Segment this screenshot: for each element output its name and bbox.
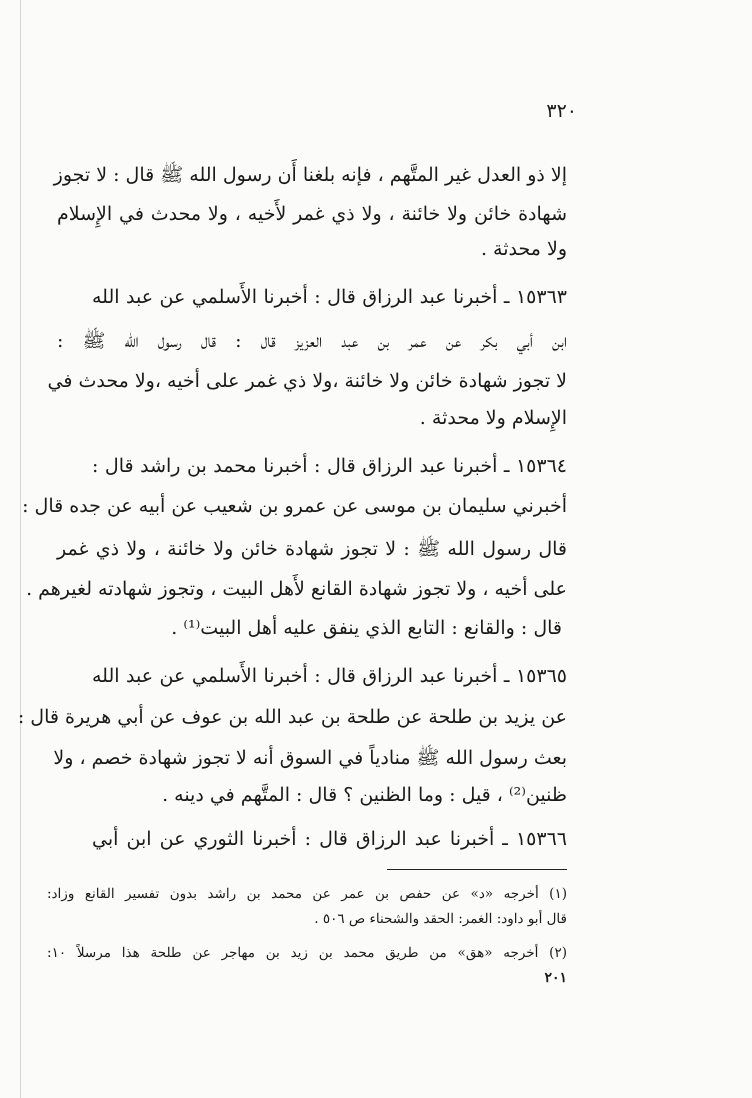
hadith-15366-start: ١٥٣٦٦ ـ أخبرنا عبد الرزاق قال : أخبرنا الثوري عن ابن أبي [92, 828, 567, 850]
text-line: بعث رسول الله ﷺ منادياً في السوق أنه لا تجوز شهادة خصم ، ولا [53, 747, 567, 769]
text-line: الإِسلام ولا محدثة . [419, 407, 567, 429]
text-line: عن يزيد بن طلحة عن طلحة بن عبد الله بن عوف عن أبي هريرة قال : [17, 706, 567, 728]
footnote-line: قال أبو داود: الغمر: الحقد والشحناء ص ٥٠٦ . [314, 911, 567, 927]
text-line: شهادة خائن ولا خائنة ، ولا ذي غمر لأَخيه ، ولا محدث في الإِسلام [57, 203, 567, 225]
text-line: ابن أبي بكر عن عمر بن عبد العزيز قال : قال رسول الله ﷺ : [57, 330, 567, 352]
hadith-15365-start: ١٥٣٦٥ ـ أخبرنا عبد الرزاق قال : أخبرنا الأَسلمي عن عبد الله [92, 665, 567, 687]
text-line: ظنين⁽²⁾ ، قيل : وما الظنين ؟ قال : المتَّهم في دينه . [162, 784, 567, 806]
text-line: لا تجوز شهادة خائن ولا خائنة ،ولا ذي غمر على أخيه ،ولا محدث في [47, 370, 567, 392]
text-line: إلا ذو العدل غير المتَّهم ، فإنه بلغنا أَن رسول الله ﷺ قال : لا تجوز [53, 164, 567, 186]
hadith-15363-start: ١٥٣٦٣ ـ أخبرنا عبد الرزاق قال : أخبرنا الأَسلمي عن عبد الله [92, 286, 567, 308]
footnote-line: (٢) أخرجه «هق» من طريق محمد بن زيد بن مهاجر عن طلحة هذا مرسلاً ١٠: [47, 945, 567, 961]
text-line: ولا محدثة . [480, 238, 567, 260]
footnote-page-ref: ٢٠١ [544, 970, 567, 986]
footnote-divider [387, 869, 567, 870]
text-line: قال : والقانع : التابع الذي ينفق عليه أهل البيت⁽¹⁾ . [171, 617, 562, 639]
text-line: قال رسول الله ﷺ : لا تجوز شهادة خائن ولا خائنة ، ولا ذي غمر [57, 538, 567, 560]
text-line: على أخيه ، ولا تجوز شهادة القانع لأَهل البيت ، وتجوز شهادته لغيرهم . [26, 578, 567, 600]
text-line: أخبرني سليمان بن موسى عن عمرو بن شعيب عن أبيه عن جده قال : [22, 495, 567, 517]
hadith-15364-start: ١٥٣٦٤ ـ أخبرنا عبد الرزاق قال : أخبرنا محمد بن راشد قال : [92, 455, 567, 477]
footnote-line: (١) أخرجه «د» عن حفص بن عمر عن محمد بن راشد بدون تفسير القانع وزاد: [47, 886, 567, 902]
page-number: ٣٢٠ [546, 100, 577, 122]
